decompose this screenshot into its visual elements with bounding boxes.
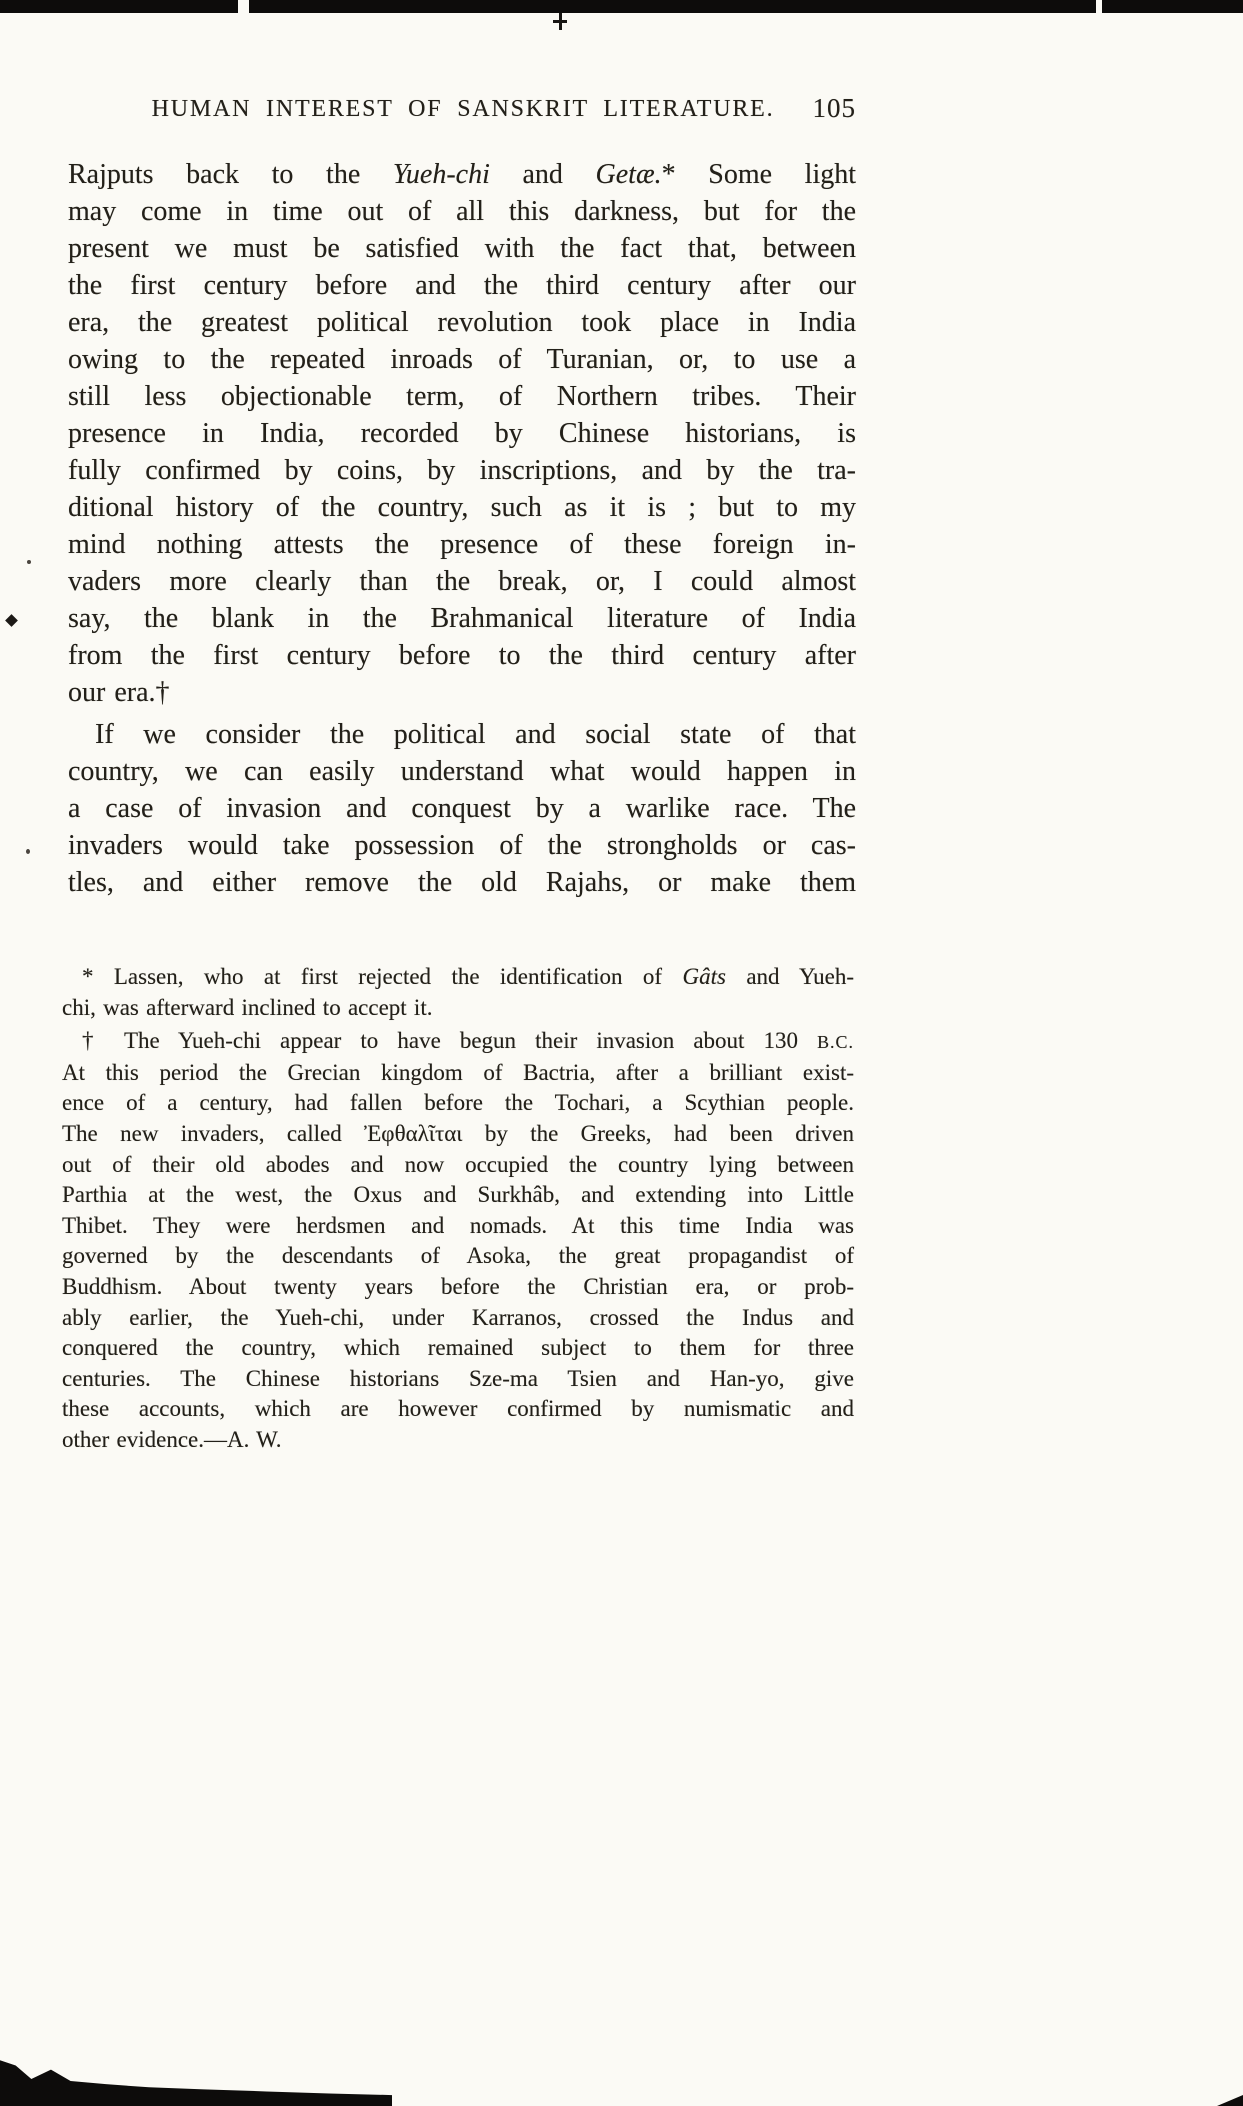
text-line: [62, 1150, 854, 1181]
text-line: [68, 489, 856, 526]
text-segment: and Yueh-: [725, 964, 854, 989]
text-segment: vaders more clearly than the break, or, I could almost: [68, 566, 856, 597]
text-segment: our era.†: [68, 677, 170, 708]
text-segment: centuries. The Chinese historians Sze-ma Tsien and Han-yo, give: [62, 1365, 854, 1391]
text-segment: * Lassen, who at first rejected the identification of: [82, 964, 683, 989]
text-segment: from the first century before to the third century after: [68, 640, 856, 671]
text-segment: ence of a century, had fallen before the Tochari, a Scythian people.: [62, 1090, 854, 1116]
scan-artifact-bottom-left: [0, 2054, 392, 2106]
text-segment: a case of invasion and conquest by a warlike race. The: [68, 793, 856, 824]
text-line: [68, 156, 856, 193]
text-line: [62, 1058, 854, 1089]
paragraph-2: [68, 716, 856, 901]
text-segment: At this period the Grecian kingdom of Bactria, after a brilliant exist-: [62, 1059, 854, 1085]
footnotes-block: [62, 962, 854, 1456]
text-segment: present we must be satisfied with the fact that, between: [68, 233, 856, 264]
text-line: [62, 1333, 854, 1364]
text-line: [62, 1119, 854, 1150]
text-segment: out of their old abodes and now occupied the country lying between: [62, 1151, 854, 1177]
text-line: [62, 962, 854, 993]
text-segment: * Some light: [661, 159, 856, 190]
text-line: [68, 267, 856, 304]
text-segment: † The Yueh-chi appear to have begun their invasion about 130: [82, 1028, 818, 1054]
footnote-dagger: [62, 1026, 854, 1455]
page-header: [68, 93, 858, 132]
text-segment: these accounts, which are however confirmed by numismatic and: [62, 1396, 854, 1422]
text-line: [68, 230, 856, 267]
text-segment: owing to the repeated inroads of Turanian, or, to use a: [68, 344, 856, 375]
text-line: [62, 1180, 854, 1211]
text-line: [68, 790, 856, 827]
text-segment: the first century before and the third century after our: [68, 270, 856, 301]
text-segment: and: [489, 159, 596, 190]
text-line: [68, 716, 856, 753]
text-line: [62, 1425, 854, 1456]
page-number: 105: [812, 93, 856, 123]
scan-artifact-cross-mark: [553, 13, 567, 30]
text-line: [68, 304, 856, 341]
text-segment: other evidence.—A. W.: [62, 1426, 282, 1452]
text-line: [68, 864, 856, 901]
text-segment: B.C.: [817, 1032, 854, 1053]
text-segment: say, the blank in the Brahmanical literature of India: [68, 603, 856, 634]
scan-artifact-top-bar: [0, 0, 1243, 13]
text-segment: still less objectionable term, of Northern tribes. Their: [68, 381, 856, 412]
text-line: [62, 1241, 854, 1272]
text-segment: Parthia at the west, the Oxus and Surkhâb, and extending into Little: [62, 1182, 854, 1208]
text-segment: by the Greeks, had been driven: [462, 1120, 854, 1146]
text-line: [68, 563, 856, 600]
text-line: [68, 193, 856, 230]
text-segment: tles, and either remove the old Rajahs, or make them: [68, 867, 856, 898]
body-text-block: [68, 156, 856, 901]
text-segment: era, the greatest political revolution took place in India: [68, 307, 856, 338]
footnote-asterisk: [62, 962, 854, 1023]
text-line: [68, 452, 856, 489]
text-segment: country, we can easily understand what would happen in: [68, 756, 856, 787]
text-line: [68, 637, 856, 674]
text-line: [62, 1088, 854, 1119]
text-line: [68, 526, 856, 563]
text-line: [62, 993, 854, 1024]
text-segment: chi, was afterward inclined to accept it.: [62, 994, 433, 1020]
text-line: [68, 415, 856, 452]
text-segment: ditional history of the country, such as it is ; but to my: [68, 492, 856, 523]
text-line: [62, 1211, 854, 1242]
text-line: [68, 378, 856, 415]
text-line: [62, 1026, 854, 1058]
text-line: [62, 1303, 854, 1334]
text-segment: governed by the descendants of Asoka, the great propagandist of: [62, 1243, 854, 1269]
text-line: [62, 1364, 854, 1395]
text-segment: Yueh-chi: [392, 159, 490, 190]
text-segment: may come in time out of all this darkness, but for the: [68, 196, 856, 227]
text-segment: conquered the country, which remained subject to them for three: [62, 1335, 854, 1361]
text-segment: Ἐφθαλῖται: [364, 1120, 463, 1146]
text-line: [68, 753, 856, 790]
text-segment: Gâts: [682, 964, 726, 989]
text-line: [62, 1272, 854, 1303]
text-segment: If we consider the political and social state of that: [95, 719, 856, 750]
text-segment: mind nothing attests the presence of these foreign in-: [68, 529, 856, 560]
text-segment: Rajputs back to the: [68, 159, 393, 190]
scan-artifact-bottom-right: [1217, 2095, 1243, 2106]
text-segment: Getæ.: [595, 159, 662, 190]
scan-artifact-speck: [27, 560, 31, 564]
text-segment: invaders would take possession of the strongholds or cas-: [68, 830, 856, 861]
text-line: [62, 1394, 854, 1425]
text-segment: Thibet. They were herdsmen and nomads. At this time India was: [62, 1212, 854, 1238]
scan-artifact-top-notch: [238, 0, 249, 13]
text-segment: fully confirmed by coins, by inscriptions, and by the tra-: [68, 455, 856, 486]
text-segment: ably earlier, the Yueh-chi, under Karranos, crossed the Indus and: [62, 1304, 854, 1330]
text-segment: Buddhism. About twenty years before the Christian era, or prob-: [62, 1273, 854, 1299]
text-line: [68, 600, 856, 637]
scan-artifact-speck: [26, 849, 30, 854]
paragraph-1: [68, 156, 856, 711]
running-header-title: HUMAN INTEREST OF SANSKRIT LITERATURE.: [151, 96, 775, 122]
text-line: [68, 341, 856, 378]
scan-artifact-margin-diamond: [5, 614, 18, 627]
text-segment: presence in India, recorded by Chinese historians, is: [68, 418, 856, 449]
text-line: [68, 827, 856, 864]
text-segment: The new invaders, called: [62, 1120, 365, 1146]
text-line: [68, 674, 856, 711]
scan-artifact-top-notch: [1096, 0, 1102, 13]
